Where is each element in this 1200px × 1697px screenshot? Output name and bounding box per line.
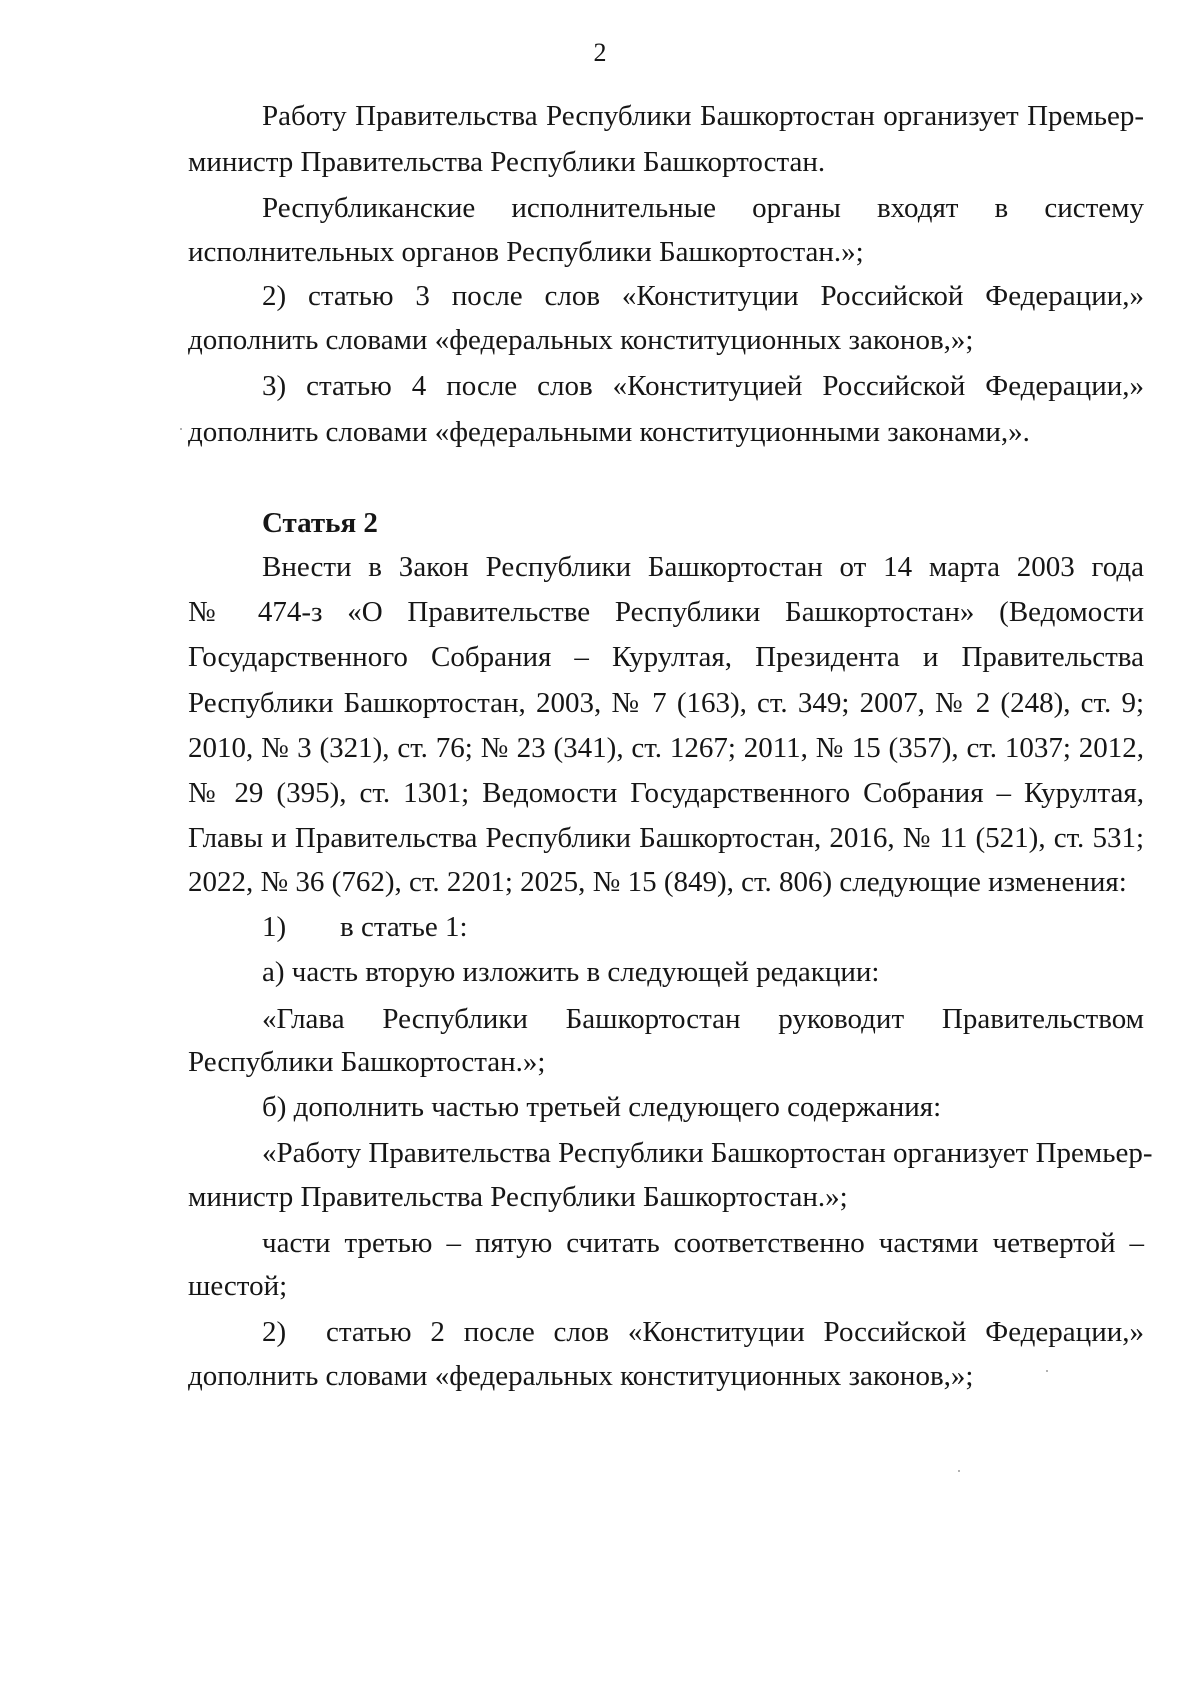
text-line: 2) статью 3 после слов «Конституции Российской Федерации,» <box>262 280 1144 312</box>
list-item <box>262 1312 1144 1352</box>
text-line: Республиканские исполнительные органы входят в систему <box>262 192 1144 224</box>
list-item <box>262 907 1144 947</box>
text-line: министр Правительства Республики Башкортостан. <box>188 146 826 178</box>
text-line: исполнительных органов Республики Башкортостан.»; <box>188 236 864 268</box>
text-line: Работу Правительства Республики Башкортостан организует Премьер- <box>262 100 1144 132</box>
page-number: 2 <box>593 38 607 67</box>
text-line: 3) статью 4 после слов «Конституцией Российской Федерации,» <box>262 370 1144 402</box>
list-number: 1) <box>262 911 287 943</box>
text-line: Главы и Правительства Республики Башкортостан, 2016, № 11 (521), ст. 531; <box>188 822 1144 854</box>
text-line: «Глава Республики Башкортостан руководит Правительством <box>262 1003 1144 1035</box>
text-line: «Работу Правительства Республики Башкортостан организует Премьер- <box>262 1137 1153 1169</box>
text-line: Республики Башкортостан.»; <box>188 1046 546 1078</box>
text-line: 2010, № 3 (321), ст. 76; № 23 (341), ст. 1267; 2011, № 15 (357), ст. 1037; 2012, <box>188 732 1144 764</box>
scan-speck <box>1046 1370 1048 1372</box>
text-line: Республики Башкортостан, 2003, № 7 (163), ст. 349; 2007, № 2 (248), ст. 9; <box>188 687 1144 719</box>
text-line: № 29 (395), ст. 1301; Ведомости Государственного Собрания – Курултая, <box>188 777 1144 809</box>
text-line: б) дополнить частью третьей следующего содержания: <box>262 1091 942 1123</box>
list-text: статью 2 после слов «Конституции Российской Федерации,» <box>326 1316 1144 1348</box>
text-line: Государственного Собрания – Курултая, Президента и Правительства <box>188 641 1144 673</box>
text-line: № 474-з «О Правительстве Республики Башкортостан» (Ведомости <box>188 596 1144 628</box>
list-number: 2) <box>262 1316 287 1348</box>
text-line: Внести в Закон Республики Башкортостан от 14 марта 2003 года <box>262 551 1144 583</box>
text-line: дополнить словами «федеральных конституционных законов,»; <box>188 1360 974 1392</box>
text-line: 2022, № 36 (762), ст. 2201; 2025, № 15 (849), ст. 806) следующие изменения: <box>188 866 1127 898</box>
text-line: дополнить словами «федеральными конституционными законами,». <box>188 416 1030 448</box>
list-text: в статье 1: <box>340 911 468 943</box>
text-line: части третью – пятую считать соответственно частями четвертой – <box>262 1227 1144 1259</box>
scan-speck <box>180 428 182 430</box>
text-line: а) часть вторую изложить в следующей редакции: <box>262 956 880 988</box>
text-line: дополнить словами «федеральных конституционных законов,»; <box>188 324 974 356</box>
text-line: шестой; <box>188 1270 288 1302</box>
article-heading: Статья 2 <box>262 507 378 539</box>
text-line: министр Правительства Республики Башкортостан.»; <box>188 1181 848 1213</box>
scan-speck <box>958 1470 960 1472</box>
